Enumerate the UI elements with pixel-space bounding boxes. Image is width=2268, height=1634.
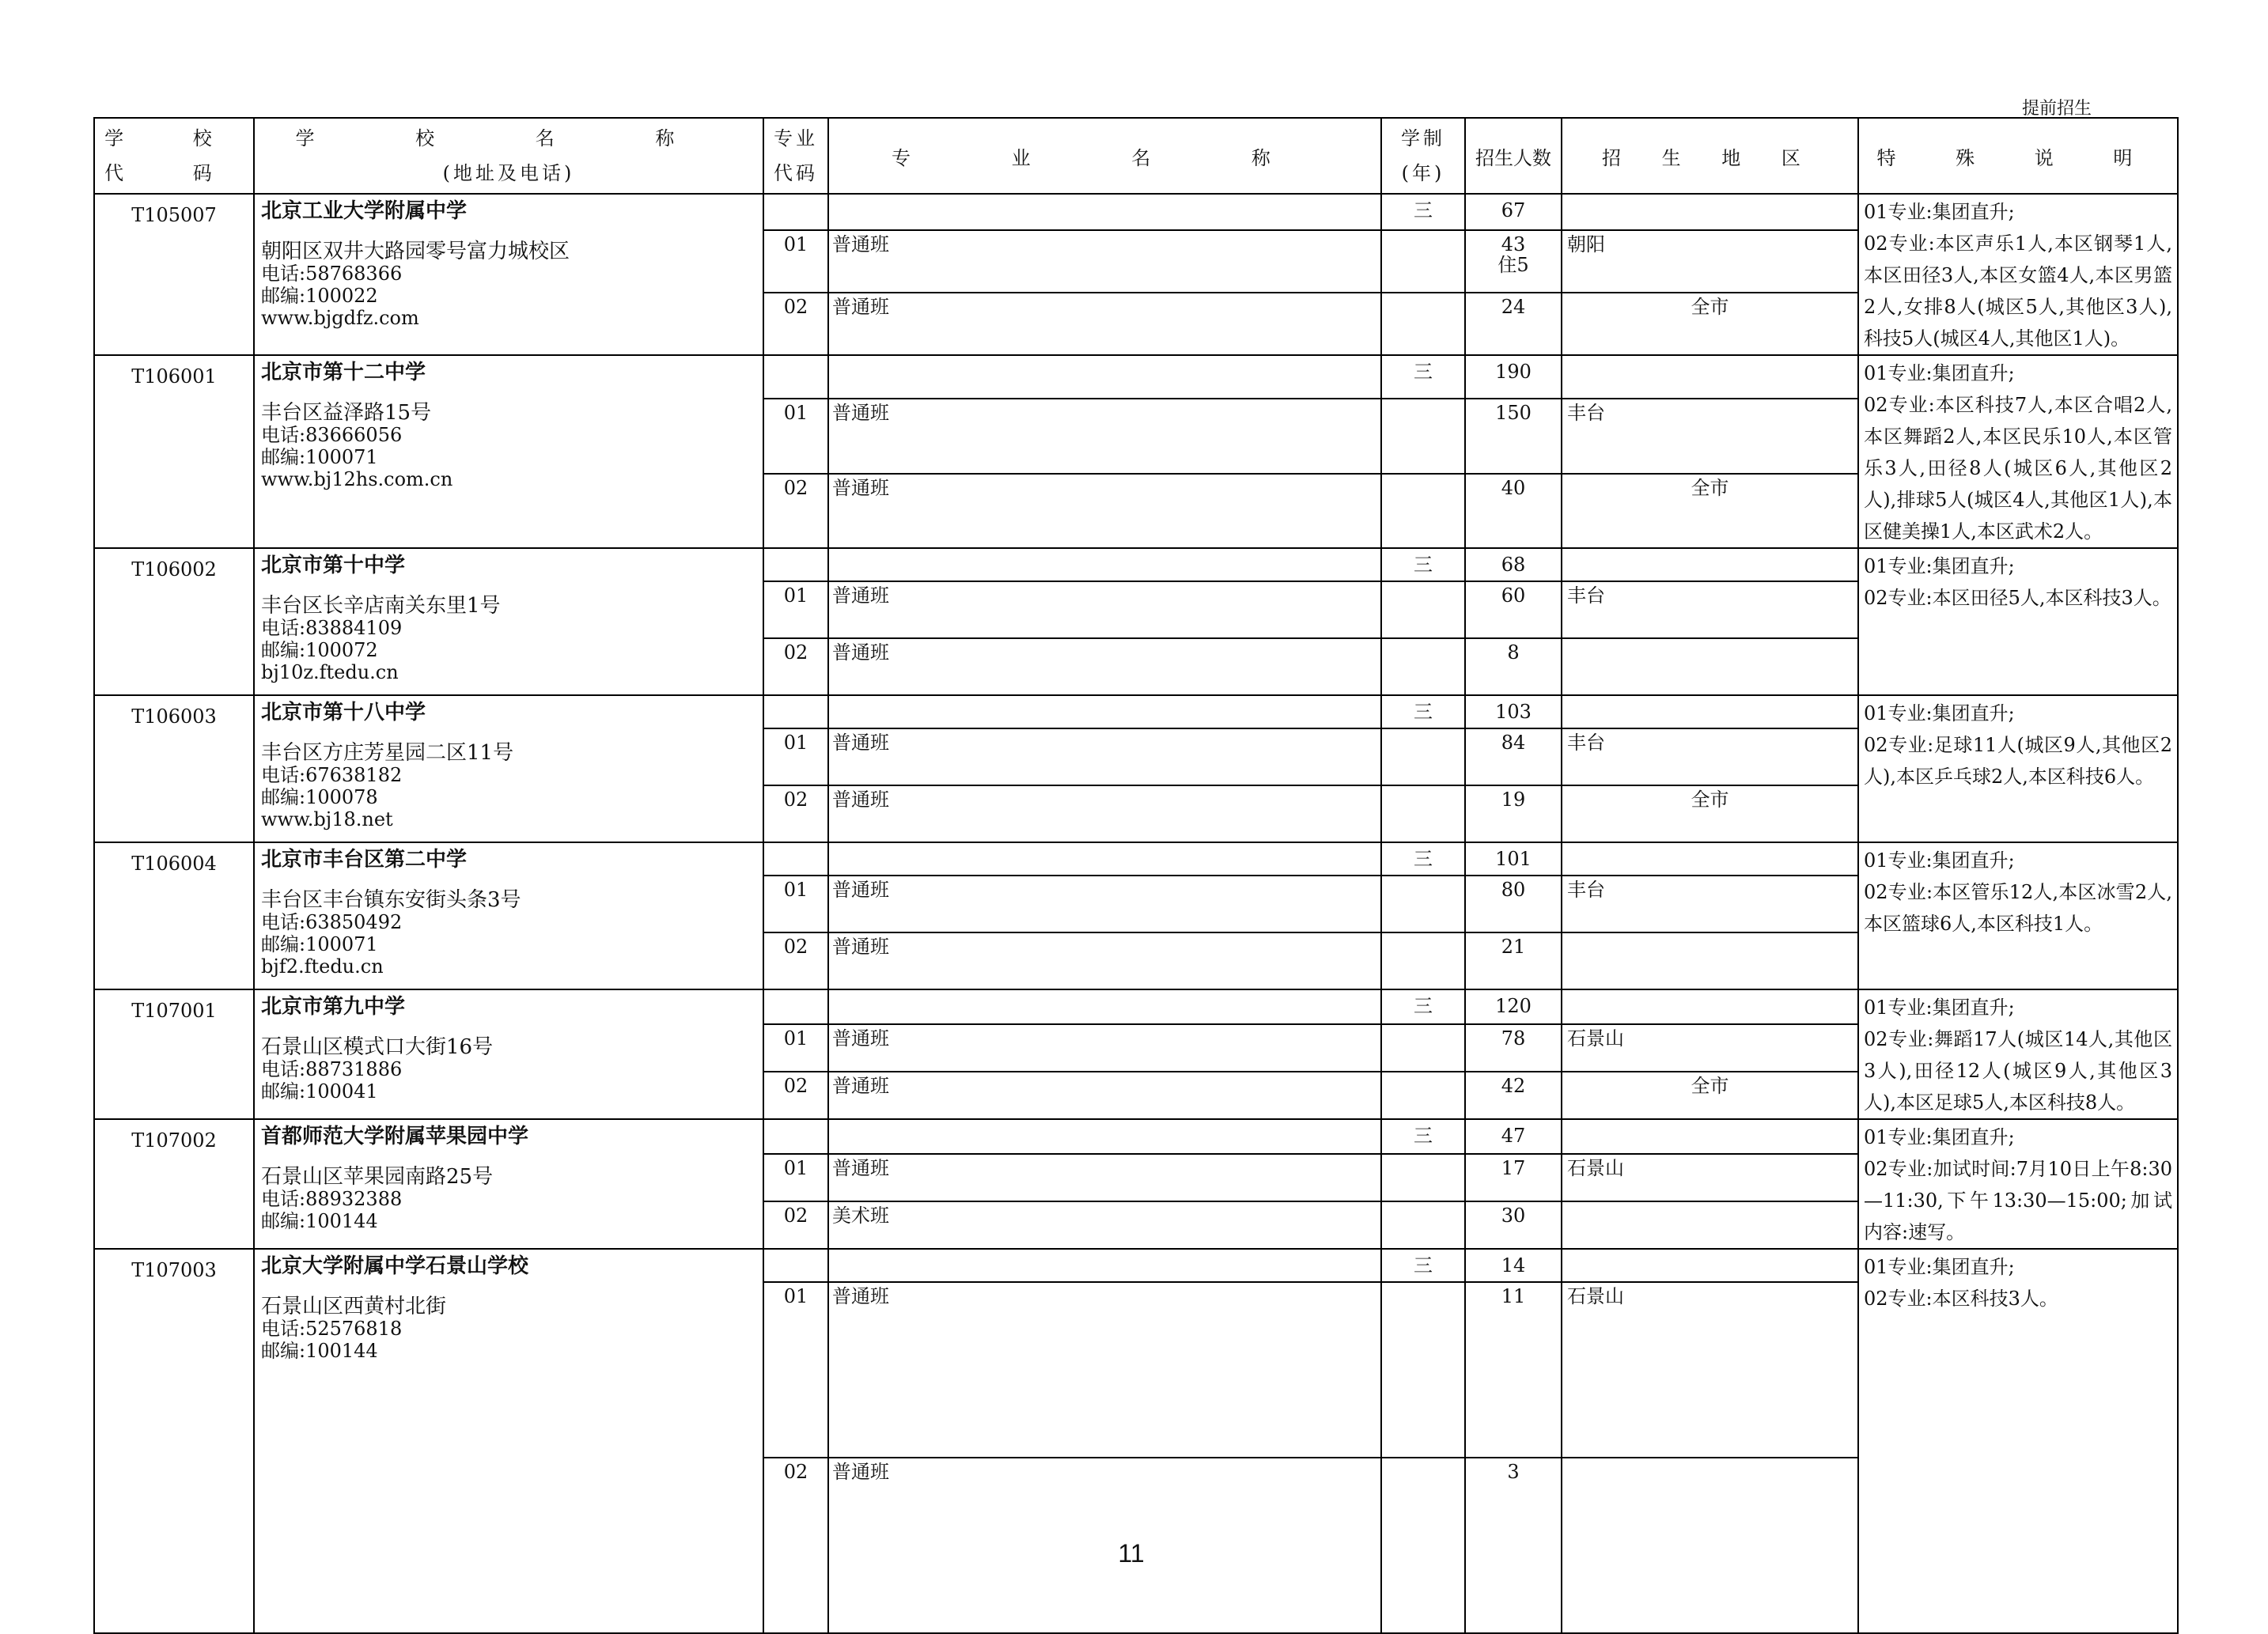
major-duration-blank xyxy=(1381,1458,1465,1633)
school-name: 北京市第九中学 xyxy=(261,995,406,1019)
major-count: 3 xyxy=(1507,1461,1520,1483)
notes-line: 02专业:舞蹈17人(城区14人,其他区3人),田径12人(城区9人,其他区3人),本区足球5人,本区科技8人。 xyxy=(1864,1028,2172,1114)
major-count: 21 xyxy=(1501,936,1526,958)
school-code: T107002 xyxy=(94,1119,254,1249)
school-code: T106003 xyxy=(94,695,254,842)
major-enrollment xyxy=(1465,399,1562,473)
major-name-blank xyxy=(828,842,1381,876)
school-name: 北京工业大学附属中学 xyxy=(261,199,468,223)
major-region: 朝阳 xyxy=(1562,230,1858,293)
school-total-enrollment: 68 xyxy=(1465,548,1562,581)
corner-label: 提前招生 xyxy=(2021,99,2092,119)
school-name: 首都师范大学附属苹果园中学 xyxy=(261,1125,529,1148)
major-enrollment xyxy=(1465,293,1562,355)
major-count: 8 xyxy=(1507,641,1520,664)
major-code: 01 xyxy=(763,230,828,293)
major-duration-blank xyxy=(1381,230,1465,293)
school-name: 北京大学附属中学石景山学校 xyxy=(261,1254,529,1278)
major-region: 全市 xyxy=(1562,474,1858,548)
header-major-name: 专 业 名 称 xyxy=(828,118,1381,194)
major-name: 普通班 xyxy=(828,1024,1381,1072)
major-region: 石景山 xyxy=(1562,1024,1858,1072)
school-postcode: 邮编:100071 xyxy=(261,933,378,955)
major-name: 美术班 xyxy=(828,1201,1381,1249)
school-duration: 三 xyxy=(1381,1119,1465,1154)
major-code: 01 xyxy=(763,876,828,932)
major-name-blank xyxy=(828,1119,1381,1154)
school-total-enrollment: 101 xyxy=(1465,842,1562,876)
school-summary-row xyxy=(94,695,2178,728)
school-summary-row xyxy=(94,548,2178,581)
school-code: T106002 xyxy=(94,548,254,695)
school-postcode: 邮编:100078 xyxy=(261,786,378,808)
school-code: T105007 xyxy=(94,194,254,355)
major-name: 普通班 xyxy=(828,230,1381,293)
header-region: 招 生 地 区 xyxy=(1562,118,1858,194)
major-count: 150 xyxy=(1495,402,1532,425)
major-code: 01 xyxy=(763,1154,828,1201)
major-region: 丰台 xyxy=(1562,581,1858,638)
major-code: 02 xyxy=(763,474,828,548)
school-name: 北京市第十二中学 xyxy=(261,361,426,384)
notes-line: 01专业:集团直升; xyxy=(1864,702,2015,724)
major-code: 02 xyxy=(763,638,828,695)
school-address: 石景山区西黄村北街 xyxy=(261,1295,447,1318)
major-duration-blank xyxy=(1381,1282,1465,1458)
school-website: www.bj18.net xyxy=(261,808,393,830)
school-postcode: 邮编:100144 xyxy=(261,1210,378,1232)
school-address: 石景山区模式口大街16号 xyxy=(261,1035,494,1059)
header-major-code: 专业 代码 xyxy=(763,118,828,194)
notes-line: 02专业:本区科技7人,本区合唱2人,本区舞蹈2人,本区民乐10人,本区管乐3人,田径8人(城区6人,其他区2人),排球5人(城区4人,其他区1人),本区健美操1人,本区武术2人。 xyxy=(1864,394,2172,543)
school-phone: 电话:67638182 xyxy=(261,764,403,786)
major-duration-blank xyxy=(1381,1201,1465,1249)
major-region: 丰台 xyxy=(1562,728,1858,785)
school-code: T107003 xyxy=(94,1249,254,1633)
major-code: 02 xyxy=(763,1458,828,1633)
school-website: bj10z.ftedu.cn xyxy=(261,661,399,683)
major-code: 02 xyxy=(763,785,828,842)
major-name-blank xyxy=(828,194,1381,230)
school-name: 北京市第十八中学 xyxy=(261,701,426,724)
major-code-blank xyxy=(763,355,828,399)
major-code-blank xyxy=(763,989,828,1024)
notes-line: 01专业:集团直升; xyxy=(1864,1126,2015,1148)
page-number: 11 xyxy=(1118,1539,1145,1568)
school-phone: 电话:58768366 xyxy=(261,263,403,285)
major-count: 17 xyxy=(1501,1156,1526,1179)
school-phone: 电话:63850492 xyxy=(261,911,403,933)
major-duration-blank xyxy=(1381,293,1465,355)
major-code: 01 xyxy=(763,728,828,785)
major-code: 01 xyxy=(763,1282,828,1458)
major-code: 02 xyxy=(763,293,828,355)
major-count: 84 xyxy=(1501,732,1526,754)
region-blank xyxy=(1562,1249,1858,1282)
major-code-blank xyxy=(763,548,828,581)
school-postcode: 邮编:100041 xyxy=(261,1080,378,1103)
school-website: www.bjgdfz.com xyxy=(261,307,419,329)
major-name: 普通班 xyxy=(828,1072,1381,1119)
major-region xyxy=(1562,638,1858,695)
major-duration-blank xyxy=(1381,728,1465,785)
notes-line: 02专业:本区科技3人。 xyxy=(1864,1288,2058,1310)
major-enrollment xyxy=(1465,1201,1562,1249)
school-total-enrollment: 120 xyxy=(1465,989,1562,1024)
header-notes: 特 殊 说 明 xyxy=(1858,118,2178,194)
major-enrollment xyxy=(1465,1072,1562,1119)
major-enrollment xyxy=(1465,1282,1562,1458)
school-website: www.bj12hs.com.cn xyxy=(261,468,453,490)
major-count: 78 xyxy=(1501,1027,1526,1050)
region-blank xyxy=(1562,355,1858,399)
major-region: 石景山 xyxy=(1562,1282,1858,1458)
school-duration: 三 xyxy=(1381,695,1465,728)
school-total-enrollment: 103 xyxy=(1465,695,1562,728)
school-postcode: 邮编:100144 xyxy=(261,1340,378,1362)
school-info xyxy=(254,1119,763,1249)
major-code-blank xyxy=(763,1119,828,1154)
enrollment-table xyxy=(93,117,2179,1634)
major-code: 02 xyxy=(763,1072,828,1119)
notes-line: 01专业:集团直升; xyxy=(1864,849,2015,872)
school-phone: 电话:88731886 xyxy=(261,1058,403,1080)
region-blank xyxy=(1562,548,1858,581)
major-duration-blank xyxy=(1381,876,1465,932)
major-enrollment xyxy=(1465,581,1562,638)
header-school-name: 学 校 名 称 (地址及电话) xyxy=(254,118,763,194)
major-duration-blank xyxy=(1381,638,1465,695)
header-school-code: 学 校 代 码 xyxy=(94,118,254,194)
major-duration-blank xyxy=(1381,1154,1465,1201)
major-enrollment xyxy=(1465,932,1562,989)
notes-line: 01专业:集团直升; xyxy=(1864,201,2015,223)
school-postcode: 邮编:100071 xyxy=(261,446,378,468)
school-phone: 电话:83666056 xyxy=(261,424,403,446)
school-duration: 三 xyxy=(1381,194,1465,230)
school-summary-row xyxy=(94,355,2178,399)
major-count: 42 xyxy=(1501,1074,1526,1097)
region-blank xyxy=(1562,194,1858,230)
region-blank xyxy=(1562,842,1858,876)
school-postcode: 邮编:100022 xyxy=(261,285,378,307)
major-name-blank xyxy=(828,355,1381,399)
major-region: 丰台 xyxy=(1562,399,1858,473)
header-enrollment: 招生人数 xyxy=(1465,118,1562,194)
major-name: 普通班 xyxy=(828,293,1381,355)
major-region: 全市 xyxy=(1562,293,1858,355)
school-summary-row xyxy=(94,1249,2178,1282)
school-info xyxy=(254,194,763,355)
school-notes xyxy=(1858,548,2178,695)
notes-line: 01专业:集团直升; xyxy=(1864,997,2015,1019)
major-name-blank xyxy=(828,695,1381,728)
major-count: 30 xyxy=(1501,1204,1526,1227)
notes-line: 02专业:足球11人(城区9人,其他区2人),本区乒乓球2人,本区科技6人。 xyxy=(1864,734,2172,788)
school-duration: 三 xyxy=(1381,1249,1465,1282)
major-duration-blank xyxy=(1381,1024,1465,1072)
major-region: 全市 xyxy=(1562,785,1858,842)
school-notes xyxy=(1858,842,2178,989)
major-name: 普通班 xyxy=(828,1458,1381,1633)
major-count: 40 xyxy=(1501,476,1526,499)
major-enrollment xyxy=(1465,785,1562,842)
major-name: 普通班 xyxy=(828,728,1381,785)
table-body xyxy=(94,194,2178,1633)
major-code-blank xyxy=(763,695,828,728)
school-postcode: 邮编:100072 xyxy=(261,639,378,661)
region-blank xyxy=(1562,989,1858,1024)
major-enrollment xyxy=(1465,230,1562,293)
school-address: 丰台区长辛店南关东里1号 xyxy=(261,594,501,618)
major-name: 普通班 xyxy=(828,1154,1381,1201)
school-website: bjf2.ftedu.cn xyxy=(261,955,384,978)
major-duration-blank xyxy=(1381,399,1465,473)
major-count: 19 xyxy=(1501,789,1526,811)
major-duration-blank xyxy=(1381,932,1465,989)
notes-line: 01专业:集团直升; xyxy=(1864,555,2015,577)
school-code: T106001 xyxy=(94,355,254,548)
school-name: 北京市丰台区第二中学 xyxy=(261,848,468,872)
major-code: 02 xyxy=(763,1201,828,1249)
major-count: 11 xyxy=(1501,1285,1526,1307)
school-total-enrollment: 190 xyxy=(1465,355,1562,399)
school-summary-row xyxy=(94,194,2178,230)
notes-line: 02专业:本区田径5人,本区科技3人。 xyxy=(1864,587,2171,609)
major-name: 普通班 xyxy=(828,638,1381,695)
major-count: 24 xyxy=(1501,296,1526,319)
major-name-blank xyxy=(828,1249,1381,1282)
school-code: T107001 xyxy=(94,989,254,1119)
major-code: 01 xyxy=(763,1024,828,1072)
school-phone: 电话:52576818 xyxy=(261,1318,403,1340)
major-region: 全市 xyxy=(1562,1072,1858,1119)
major-region: 丰台 xyxy=(1562,876,1858,932)
notes-line: 01专业:集团直升; xyxy=(1864,362,2015,384)
major-name: 普通班 xyxy=(828,474,1381,548)
major-name-blank xyxy=(828,989,1381,1024)
major-region: 石景山 xyxy=(1562,1154,1858,1201)
notes-line: 02专业:加试时间:7月10日上午8:30—11:30,下午13:30—15:00;加试内容:速写。 xyxy=(1864,1158,2172,1243)
school-total-enrollment: 14 xyxy=(1465,1249,1562,1282)
major-duration-blank xyxy=(1381,474,1465,548)
header-duration: 学制 (年) xyxy=(1381,118,1465,194)
major-count-boarding: 住5 xyxy=(1497,254,1529,277)
school-info xyxy=(254,355,763,548)
school-duration: 三 xyxy=(1381,989,1465,1024)
major-region xyxy=(1562,932,1858,989)
school-info xyxy=(254,1249,763,1633)
school-info xyxy=(254,842,763,989)
table-header-row xyxy=(94,118,2178,194)
school-address: 丰台区丰台镇东安街头条3号 xyxy=(261,888,521,912)
school-notes xyxy=(1858,194,2178,355)
major-count: 60 xyxy=(1501,584,1526,607)
major-code: 01 xyxy=(763,581,828,638)
school-summary-row xyxy=(94,989,2178,1024)
school-info xyxy=(254,548,763,695)
major-enrollment xyxy=(1465,474,1562,548)
major-code-blank xyxy=(763,1249,828,1282)
major-code: 01 xyxy=(763,399,828,473)
school-total-enrollment: 47 xyxy=(1465,1119,1562,1154)
major-code-blank xyxy=(763,194,828,230)
major-count: 43 xyxy=(1501,233,1526,256)
major-enrollment xyxy=(1465,1154,1562,1201)
school-duration: 三 xyxy=(1381,355,1465,399)
school-address: 石景山区苹果园南路25号 xyxy=(261,1165,494,1189)
major-code: 02 xyxy=(763,932,828,989)
school-notes xyxy=(1858,695,2178,842)
major-region xyxy=(1562,1458,1858,1633)
school-address: 丰台区益泽路15号 xyxy=(261,401,432,425)
major-name-blank xyxy=(828,548,1381,581)
major-enrollment xyxy=(1465,1024,1562,1072)
major-enrollment xyxy=(1465,1458,1562,1633)
school-notes xyxy=(1858,989,2178,1119)
major-name: 普通班 xyxy=(828,581,1381,638)
school-name: 北京市第十中学 xyxy=(261,554,406,577)
major-name: 普通班 xyxy=(828,399,1381,473)
school-code: T106004 xyxy=(94,842,254,989)
major-count: 80 xyxy=(1501,879,1526,901)
major-duration-blank xyxy=(1381,581,1465,638)
major-name: 普通班 xyxy=(828,876,1381,932)
school-summary-row xyxy=(94,842,2178,876)
school-info xyxy=(254,695,763,842)
school-total-enrollment: 67 xyxy=(1465,194,1562,230)
major-name: 普通班 xyxy=(828,1282,1381,1458)
school-notes xyxy=(1858,1119,2178,1249)
major-name: 普通班 xyxy=(828,932,1381,989)
major-name: 普通班 xyxy=(828,785,1381,842)
notes-line: 02专业:本区管乐12人,本区冰雪2人,本区篮球6人,本区科技1人。 xyxy=(1864,881,2172,935)
major-region xyxy=(1562,1201,1858,1249)
region-blank xyxy=(1562,695,1858,728)
region-blank xyxy=(1562,1119,1858,1154)
major-enrollment xyxy=(1465,638,1562,695)
school-phone: 电话:83884109 xyxy=(261,617,403,639)
major-enrollment xyxy=(1465,728,1562,785)
major-duration-blank xyxy=(1381,785,1465,842)
school-address: 朝阳区双井大路园零号富力城校区 xyxy=(261,240,570,263)
school-summary-row xyxy=(94,1119,2178,1154)
notes-line: 02专业:本区声乐1人,本区钢琴1人,本区田径3人,本区女篮4人,本区男篮2人,女排8人(城区5人,其他区3人),科技5人(城区4人,其他区1人)。 xyxy=(1864,233,2172,350)
major-duration-blank xyxy=(1381,1072,1465,1119)
major-enrollment xyxy=(1465,876,1562,932)
school-notes xyxy=(1858,355,2178,548)
school-duration: 三 xyxy=(1381,842,1465,876)
major-code-blank xyxy=(763,842,828,876)
school-phone: 电话:88932388 xyxy=(261,1188,403,1210)
school-duration: 三 xyxy=(1381,548,1465,581)
school-address: 丰台区方庄芳星园二区11号 xyxy=(261,741,514,765)
school-info xyxy=(254,989,763,1119)
school-notes xyxy=(1858,1249,2178,1633)
notes-line: 01专业:集团直升; xyxy=(1864,1256,2015,1278)
